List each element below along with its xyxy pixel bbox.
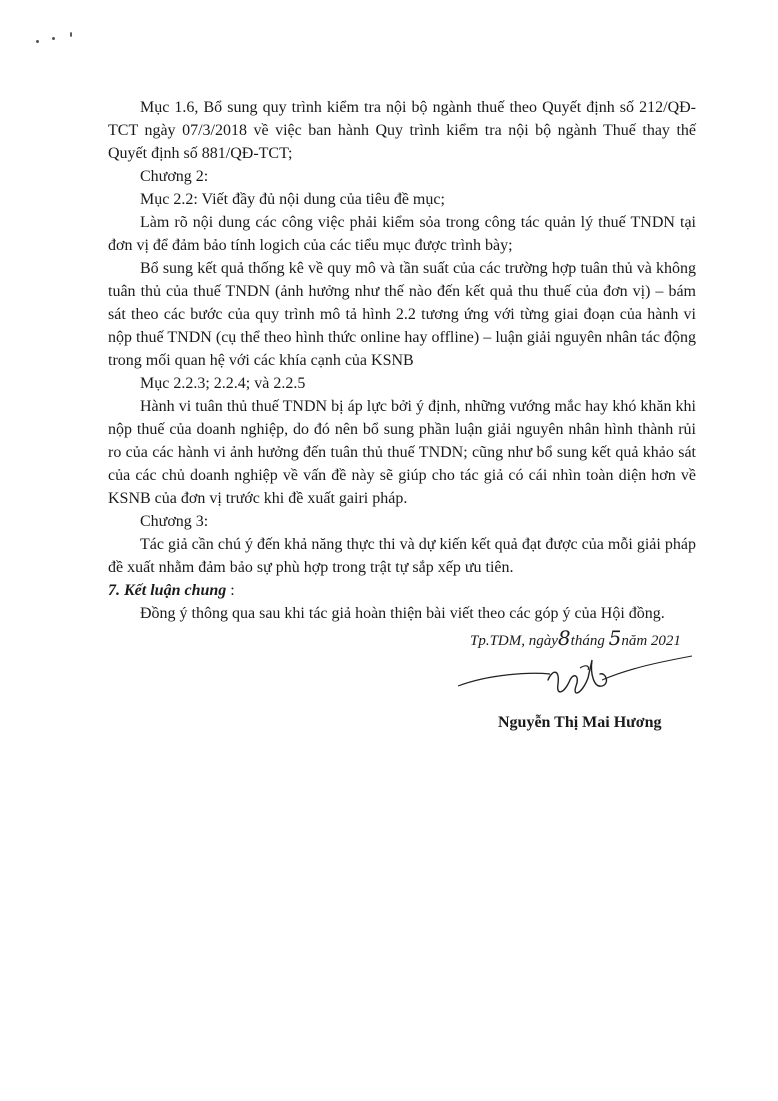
paragraph-muc-2-2: Mục 2.2: Viết đầy đủ nội dung của tiêu đề mục; <box>140 191 445 208</box>
paragraph-muc-2-2-3: Mục 2.2.3; 2.2.4; và 2.2.5 <box>140 375 306 392</box>
signature-month-label: tháng <box>570 633 605 649</box>
conclusion-heading-text: 7. Kết luận chung <box>108 582 227 599</box>
paragraph-lam-ro: Làm rõ nội dung các công việc phải kiểm sỏa trong công tác quản lý thuế TNDN tại đơn vị để đảm bảo tính logich của các tiểu mục được trình bày; <box>108 214 696 254</box>
signer-name: Nguyễn Thị Mai Hương <box>498 714 662 731</box>
paragraph-chuong-3: Chương 3: <box>140 513 209 530</box>
scan-speck <box>70 32 72 37</box>
handwritten-signature-icon <box>430 650 710 714</box>
conclusion-heading <box>108 579 696 602</box>
paragraph-tac-gia: Tác giả cần chú ý đến khả năng thực thi và dự kiến kết quả đạt được của mỗi giải pháp đề xuất nhằm đảm bảo sự phù hợp trong trật tự sắp xếp ưu tiên. <box>108 536 696 576</box>
signature-year: năm 2021 <box>621 633 681 649</box>
scan-speck <box>52 37 55 40</box>
paragraph-chuong-2: Chương 2: <box>140 168 209 185</box>
signature-block <box>470 626 710 731</box>
signature-month: 5 <box>608 626 622 650</box>
signature-place: Tp.TDM, ngày <box>470 633 558 649</box>
document-body <box>108 96 696 625</box>
paragraph-bo-sung: Bổ sung kết quả thống kê về quy mô và tần suất của các trường hợp tuân thủ và không tuân thủ của thuế TNDN (ảnh hưởng như thế nào đến kết quả thu thuế của đơn vị) – bám sát theo các bước của quy trình mô tả hình 2.2 tương ứng với từng giai đoạn của hành vi nộp thuế TNDN (cụ thể theo hình thức online hay offline) – luận giải nguyên nhân tác động trong mối quan hệ với các khía cạnh của KSNB <box>108 260 696 369</box>
paragraph-muc-1-6: Mục 1.6, Bổ sung quy trình kiểm tra nội bộ ngành thuế theo Quyết định số 212/QĐ-TCT ngày 07/3/2018 về việc ban hành Quy trình kiểm tra nội bộ ngành Thuế thay thế Quyết định số 881/QĐ-TCT; <box>108 99 696 162</box>
scan-speck <box>36 40 39 43</box>
conclusion-heading-colon: : <box>226 582 235 599</box>
signature-day: 8 <box>557 626 571 650</box>
paragraph-hanh-vi: Hành vi tuân thủ thuế TNDN bị áp lực bởi ý định, những vướng mắc hay khó khăn khi nộp thuế của doanh nghiệp, do đó nên bổ sung phần luận giải nguyên nhân hình thành rủi ro của các hành vi ảnh hưởng đến tuân thủ thuế TNDN; cũng như bổ sung kết quả khảo sát của các chủ doanh nghiệp về vấn đề này sẽ giúp cho tác giả có cái nhìn toàn diện hơn về KSNB của đơn vị trước khi đề xuất gairi pháp. <box>108 398 696 507</box>
conclusion-text: Đồng ý thông qua sau khi tác giả hoàn thiện bài viết theo các góp ý của Hội đồng. <box>140 605 665 622</box>
signature-date <box>470 626 710 650</box>
